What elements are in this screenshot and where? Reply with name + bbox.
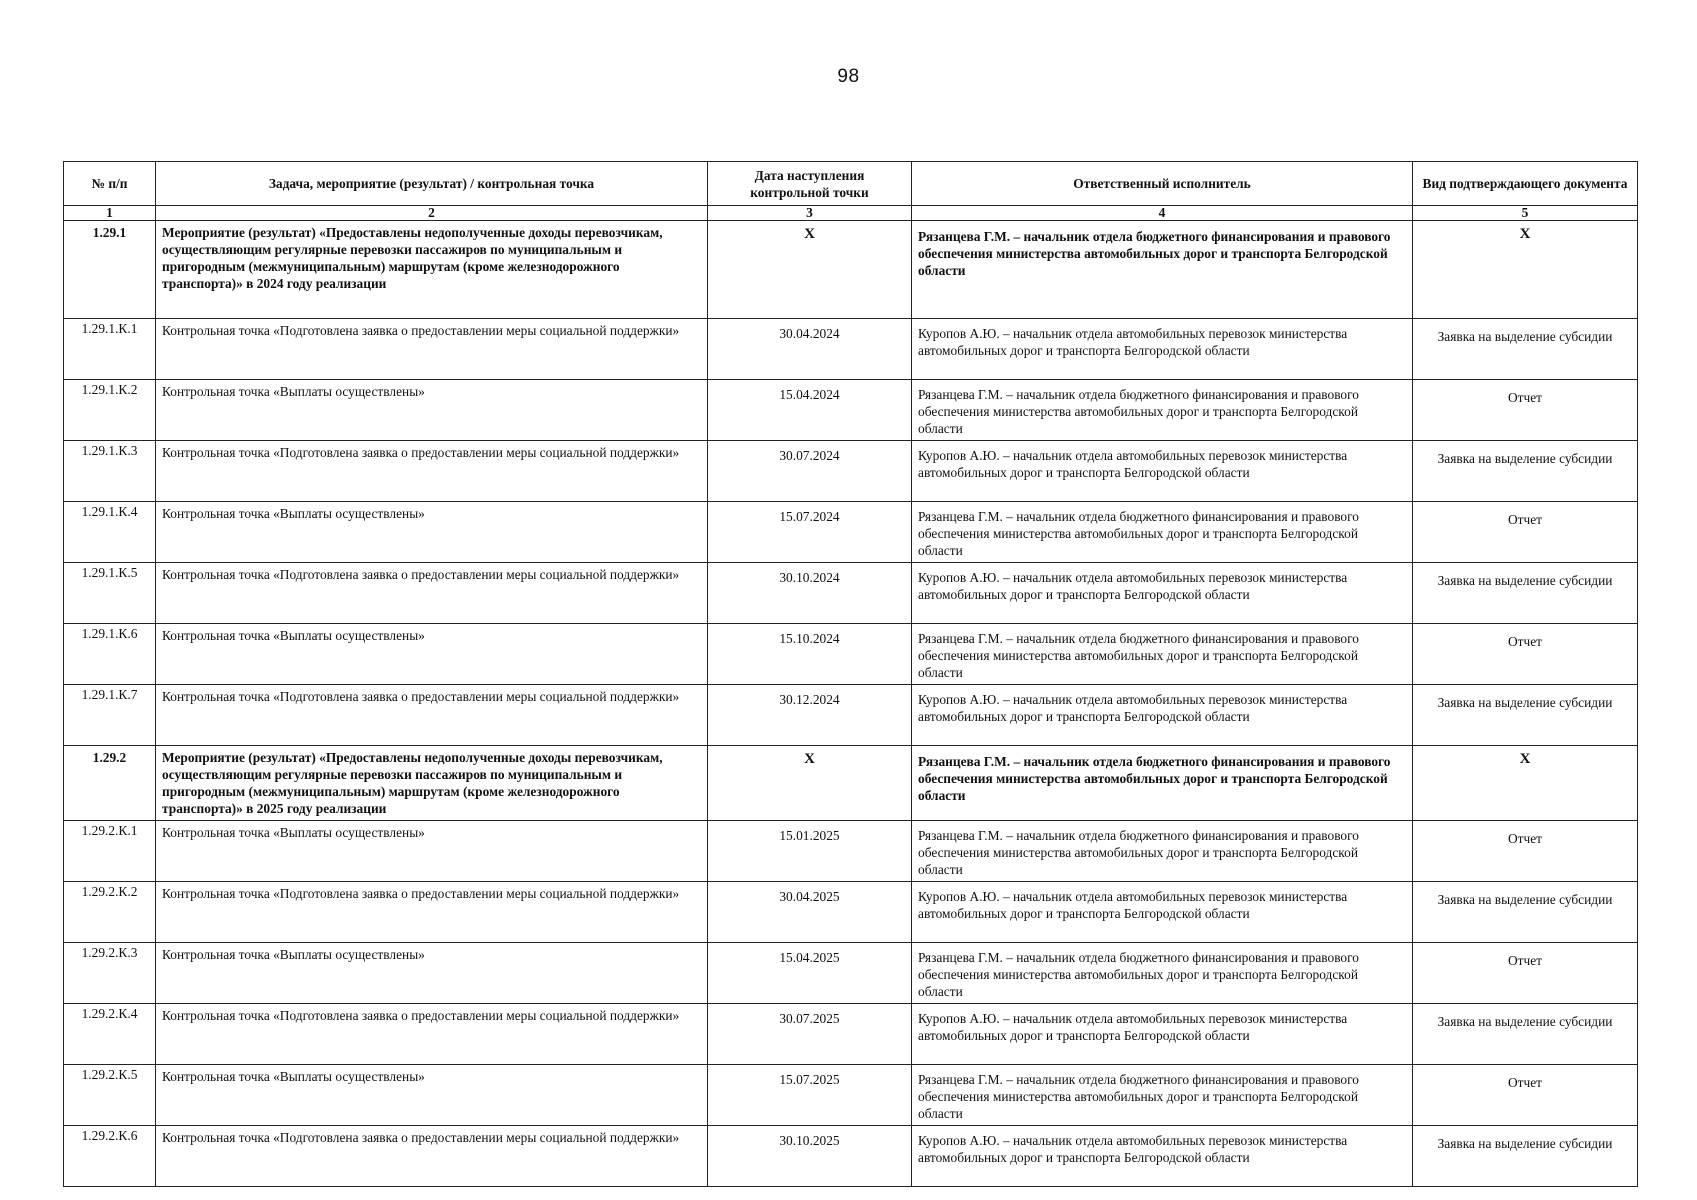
row-document: Отчет <box>1413 1064 1638 1125</box>
row-date: 30.10.2025 <box>708 1125 912 1186</box>
checkpoint-row <box>64 1064 1638 1125</box>
header-responsible: Ответственный исполнитель <box>912 162 1413 206</box>
row-date: 15.04.2024 <box>708 380 912 441</box>
checkpoint-row <box>64 1003 1638 1064</box>
checkpoint-row <box>64 563 1638 624</box>
row-number: 1.29.1.К.5 <box>64 563 156 624</box>
row-responsible: Куропов А.Ю. – начальник отдела автомобильных перевозок министерства автомобильных дорог и транспорта Белгородской области <box>912 563 1413 624</box>
row-number: 1.29.2.К.6 <box>64 1125 156 1186</box>
row-task: Контрольная точка «Подготовлена заявка о предоставлении меры социальной поддержки» <box>156 881 708 942</box>
row-number: 1.29.1.К.6 <box>64 624 156 685</box>
row-document: X <box>1413 746 1638 821</box>
column-number: 4 <box>912 206 1413 221</box>
row-date: 15.01.2025 <box>708 820 912 881</box>
row-number: 1.29.2.К.2 <box>64 881 156 942</box>
row-date: 30.07.2025 <box>708 1003 912 1064</box>
row-responsible: Рязанцева Г.М. – начальник отдела бюджетного финансирования и правового обеспечения министерства автомобильных дорог и транспорта Белгородской области <box>912 502 1413 563</box>
row-task: Контрольная точка «Подготовлена заявка о предоставлении меры социальной поддержки» <box>156 563 708 624</box>
header-date: Дата наступления контрольной точки <box>708 162 912 206</box>
row-document: Заявка на выделение субсидии <box>1413 685 1638 746</box>
checkpoint-row <box>64 319 1638 380</box>
row-document: Отчет <box>1413 502 1638 563</box>
measure-row <box>64 746 1638 821</box>
row-task: Контрольная точка «Выплаты осуществлены» <box>156 624 708 685</box>
row-responsible: Куропов А.Ю. – начальник отдела автомобильных перевозок министерства автомобильных дорог и транспорта Белгородской области <box>912 1003 1413 1064</box>
row-number: 1.29.2.К.5 <box>64 1064 156 1125</box>
row-number: 1.29.2.К.4 <box>64 1003 156 1064</box>
table-body <box>64 221 1638 1187</box>
checkpoint-row <box>64 881 1638 942</box>
row-task: Контрольная точка «Выплаты осуществлены» <box>156 380 708 441</box>
measure-row <box>64 221 1638 319</box>
header-num: № п/п <box>64 162 156 206</box>
row-responsible: Куропов А.Ю. – начальник отдела автомобильных перевозок министерства автомобильных дорог и транспорта Белгородской области <box>912 441 1413 502</box>
row-date: 15.07.2025 <box>708 1064 912 1125</box>
row-document: Отчет <box>1413 820 1638 881</box>
row-document: Заявка на выделение субсидии <box>1413 563 1638 624</box>
row-task: Контрольная точка «Выплаты осуществлены» <box>156 502 708 563</box>
checkpoint-row <box>64 624 1638 685</box>
row-number: 1.29.1.К.7 <box>64 685 156 746</box>
row-document: Заявка на выделение субсидии <box>1413 1003 1638 1064</box>
row-task: Контрольная точка «Подготовлена заявка о предоставлении меры социальной поддержки» <box>156 319 708 380</box>
row-date: X <box>708 221 912 319</box>
row-task: Контрольная точка «Подготовлена заявка о предоставлении меры социальной поддержки» <box>156 441 708 502</box>
column-number: 1 <box>64 206 156 221</box>
row-document: Заявка на выделение субсидии <box>1413 881 1638 942</box>
row-date: 30.04.2024 <box>708 319 912 380</box>
row-date: 30.10.2024 <box>708 563 912 624</box>
row-number: 1.29.1.К.4 <box>64 502 156 563</box>
row-responsible: Рязанцева Г.М. – начальник отдела бюджетного финансирования и правового обеспечения министерства автомобильных дорог и транспорта Белгородской области <box>912 1064 1413 1125</box>
row-date: 30.07.2024 <box>708 441 912 502</box>
checkpoint-row <box>64 1125 1638 1186</box>
row-task: Мероприятие (результат) «Предоставлены недополученные доходы перевозчикам, осуществляющим регулярные перевозки пассажиров по муниципальным и пригородным (межмуниципальным) маршрутам (кроме железнодорожного транспорта)» в 2024 году реализации <box>156 221 708 319</box>
column-number: 2 <box>156 206 708 221</box>
row-responsible: Рязанцева Г.М. – начальник отдела бюджетного финансирования и правового обеспечения министерства автомобильных дорог и транспорта Белгородской области <box>912 820 1413 881</box>
row-task: Контрольная точка «Выплаты осуществлены» <box>156 942 708 1003</box>
column-number: 5 <box>1413 206 1638 221</box>
checkpoint-row <box>64 685 1638 746</box>
row-task: Мероприятие (результат) «Предоставлены недополученные доходы перевозчикам, осуществляющим регулярные перевозки пассажиров по муниципальным и пригородным (межмуниципальным) маршрутам (кроме железнодорожного транспорта)» в 2025 году реализации <box>156 746 708 821</box>
row-document: Отчет <box>1413 942 1638 1003</box>
table-header <box>64 162 1638 221</box>
row-responsible: Рязанцева Г.М. – начальник отдела бюджетного финансирования и правового обеспечения министерства автомобильных дорог и транспорта Белгородской области <box>912 221 1413 319</box>
row-number: 1.29.2 <box>64 746 156 821</box>
row-date: 15.10.2024 <box>708 624 912 685</box>
row-responsible: Рязанцева Г.М. – начальник отдела бюджетного финансирования и правового обеспечения министерства автомобильных дорог и транспорта Белгородской области <box>912 624 1413 685</box>
row-document: X <box>1413 221 1638 319</box>
row-document: Заявка на выделение субсидии <box>1413 1125 1638 1186</box>
row-number: 1.29.1 <box>64 221 156 319</box>
column-numbers-row <box>64 206 1638 221</box>
column-number: 3 <box>708 206 912 221</box>
row-task: Контрольная точка «Подготовлена заявка о предоставлении меры социальной поддержки» <box>156 1125 708 1186</box>
row-task: Контрольная точка «Подготовлена заявка о предоставлении меры социальной поддержки» <box>156 685 708 746</box>
checkpoint-row <box>64 441 1638 502</box>
row-number: 1.29.1.К.3 <box>64 441 156 502</box>
row-responsible: Куропов А.Ю. – начальник отдела автомобильных перевозок министерства автомобильных дорог и транспорта Белгородской области <box>912 881 1413 942</box>
page-number: 98 <box>837 66 860 87</box>
row-responsible: Рязанцева Г.М. – начальник отдела бюджетного финансирования и правового обеспечения министерства автомобильных дорог и транспорта Белгородской области <box>912 746 1413 821</box>
row-date: 30.12.2024 <box>708 685 912 746</box>
row-date: X <box>708 746 912 821</box>
checkpoint-row <box>64 942 1638 1003</box>
row-number: 1.29.1.К.2 <box>64 380 156 441</box>
row-responsible: Куропов А.Ю. – начальник отдела автомобильных перевозок министерства автомобильных дорог и транспорта Белгородской области <box>912 685 1413 746</box>
row-document: Отчет <box>1413 380 1638 441</box>
row-number: 1.29.2.К.3 <box>64 942 156 1003</box>
header-row <box>64 162 1638 206</box>
row-task: Контрольная точка «Выплаты осуществлены» <box>156 820 708 881</box>
row-responsible: Рязанцева Г.М. – начальник отдела бюджетного финансирования и правового обеспечения министерства автомобильных дорог и транспорта Белгородской области <box>912 380 1413 441</box>
control-points-table <box>63 161 1638 1187</box>
header-task: Задача, мероприятие (результат) / контрольная точка <box>156 162 708 206</box>
row-task: Контрольная точка «Выплаты осуществлены» <box>156 1064 708 1125</box>
row-document: Заявка на выделение субсидии <box>1413 441 1638 502</box>
row-document: Заявка на выделение субсидии <box>1413 319 1638 380</box>
row-responsible: Куропов А.Ю. – начальник отдела автомобильных перевозок министерства автомобильных дорог и транспорта Белгородской области <box>912 1125 1413 1186</box>
checkpoint-row <box>64 502 1638 563</box>
row-date: 15.04.2025 <box>708 942 912 1003</box>
row-responsible: Куропов А.Ю. – начальник отдела автомобильных перевозок министерства автомобильных дорог и транспорта Белгородской области <box>912 319 1413 380</box>
row-document: Отчет <box>1413 624 1638 685</box>
header-doc: Вид подтверждающего документа <box>1413 162 1638 206</box>
row-number: 1.29.2.К.1 <box>64 820 156 881</box>
row-task: Контрольная точка «Подготовлена заявка о предоставлении меры социальной поддержки» <box>156 1003 708 1064</box>
checkpoint-row <box>64 380 1638 441</box>
checkpoint-row <box>64 820 1638 881</box>
row-date: 15.07.2024 <box>708 502 912 563</box>
row-number: 1.29.1.К.1 <box>64 319 156 380</box>
row-responsible: Рязанцева Г.М. – начальник отдела бюджетного финансирования и правового обеспечения министерства автомобильных дорог и транспорта Белгородской области <box>912 942 1413 1003</box>
row-date: 30.04.2025 <box>708 881 912 942</box>
